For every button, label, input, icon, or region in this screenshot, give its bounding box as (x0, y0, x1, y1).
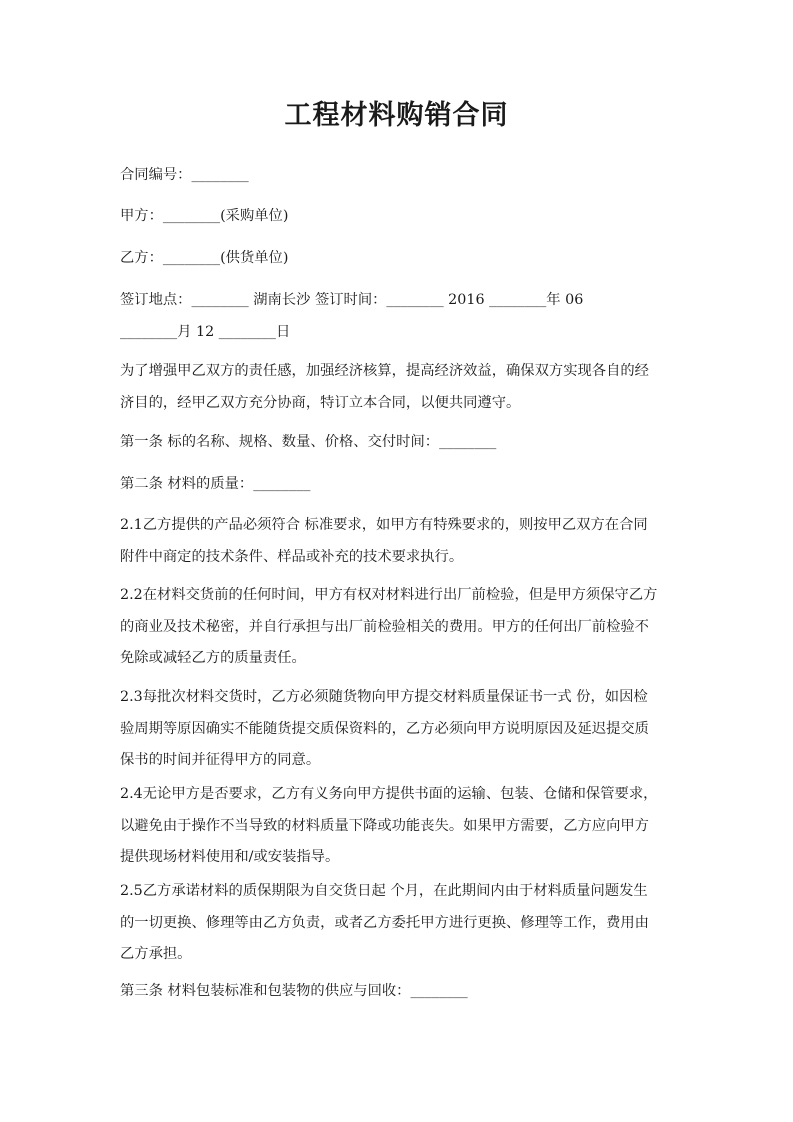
clause-line: 2.5乙方承诺材料的质保期限为自交货日起 个月，在此期间内由于材料质量问题发生 (120, 883, 648, 899)
clause-line: 乙方承担。 (120, 946, 192, 962)
clause-2-4 (120, 779, 680, 874)
clause-line: 的一切更换、修理等由乙方负责，或者乙方委托甲方进行更换、修理等工作，费用由 (120, 914, 649, 931)
party-a (120, 201, 680, 233)
party-b-text: 乙方：________(供货单位) (120, 250, 289, 266)
clause-line: 的商业及技术秘密，并自行承担与出厂前检验相关的费用。甲方的任何出厂前检验不 (120, 618, 649, 635)
signing-info-line: ________月 12 ________日 (120, 323, 291, 340)
article-1-text: 第一条 标的名称、规格、数量、价格、交付时间：________ (120, 434, 497, 450)
clause-line: 免除或减轻乙方的质量责任。 (120, 650, 306, 666)
article-3 (120, 976, 680, 1008)
clause-2-1 (120, 510, 680, 573)
article-2 (120, 469, 680, 501)
signing-info-line: 签订地点：________ 湖南长沙 签订时间：________ 2016 ________年 06 (120, 292, 584, 308)
clause-line: 提供现场材料使用和/或安装指导。 (120, 849, 340, 865)
intro-line: 济目的，经甲乙双方充分协商，特订立本合同，以便共同遵守。 (120, 394, 521, 411)
clause-2-3 (120, 682, 680, 777)
contract-number-text: 合同编号：________ (120, 167, 249, 183)
contract-number (120, 160, 680, 192)
clause-line: 以避免由于操作不当导致的材料质量下降或功能丧失。如果甲方需要，乙方应向甲方 (120, 817, 649, 834)
clause-2-2 (120, 580, 680, 675)
clause-line: 2.2在材料交货前的任何时间，甲方有权对材料进行出厂前检验，但是甲方须保守乙方 (120, 587, 658, 603)
article-3-text: 第三条 材料包装标准和包装物的供应与回收：________ (120, 983, 468, 999)
party-b (120, 243, 680, 275)
article-2-text: 第二条 材料的质量：________ (120, 476, 311, 492)
clause-line: 保书的时间并征得甲方的同意。 (120, 752, 321, 768)
article-1 (120, 427, 680, 459)
clause-2-5 (120, 876, 680, 971)
intro-paragraph (120, 356, 680, 419)
clause-line: 2.1乙方提供的产品必须符合 标准要求，如甲方有特殊要求的，则按甲乙双方在合同 (120, 517, 648, 533)
intro-line: 为了增强甲乙双方的责任感，加强经济核算，提高经济效益，确保双方实现各自的经 (120, 363, 649, 379)
clause-line: 验周期等原因确实不能随货提交质保资料的，乙方必须向甲方说明原因及延迟提交质 (120, 720, 649, 737)
document-title: 工程材料购销合同 (284, 100, 509, 131)
clause-line: 附件中商定的技术条件、样品或补充的技术要求执行。 (120, 548, 464, 565)
party-a-text: 甲方：________(采购单位) (120, 208, 289, 224)
signing-info (120, 285, 680, 348)
clause-line: 2.3每批次材料交货时，乙方必须随货物向甲方提交材料质量保证书一式 份，如因检 (120, 689, 648, 705)
clause-line: 2.4无论甲方是否要求，乙方有义务向甲方提供书面的运输、包装、仓储和保管要求， (120, 786, 658, 802)
